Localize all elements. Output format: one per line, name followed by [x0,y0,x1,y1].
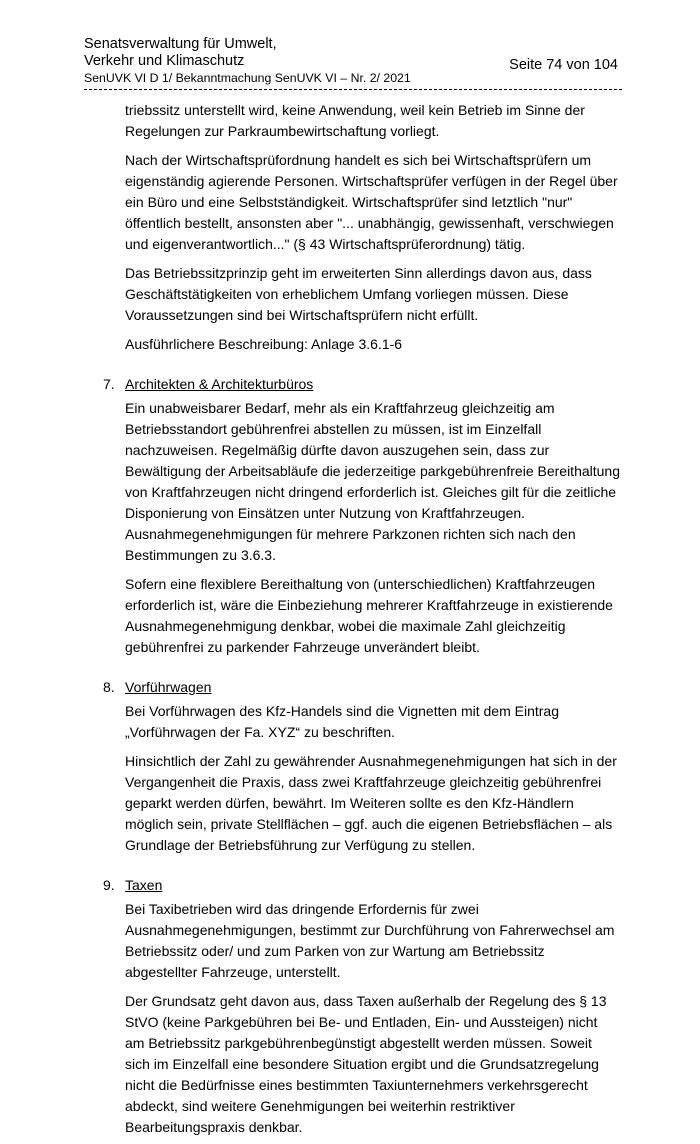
paragraph: Nach der Wirtschaftsprüfordnung handelt es sich bei Wirtschaftsprüfern um eigenständig agierende Personen. Wirtschaftsprüfer verfügen in der Regel über ein Büro und eine Selbstständigkeit. Wirtschaftsprüfer sind letztlich "nur" öffentlich bestellt, ansonsten aber "... unabhängig, gewissenhaft, verschwiegen und eigenverantwortlich..." (§ 43 Wirtschaftsprüferordnung) tätig. [125,152,618,252]
section-demo-cars [103,677,620,856]
section-title: Taxen [125,877,163,893]
header-divider [84,89,622,90]
section-heading [103,677,620,698]
page-number: Seite 74 von 104 [509,57,618,73]
reference-line: SenUVK VI D 1/ Bekanntmachung SenUVK VI – Nr. 2/ 2021 [84,71,411,85]
paragraph: Sofern eine flexiblere Bereithaltung von (unterschiedlichen) Kraftfahrzeugen erforderlich ist, wäre die Einbeziehung mehrerer Kraftfahrzeuge in existierende Ausnahmegenehmigung denkbar, wobei die maximale Zahl gleichzeitig gebührenfrei zu parkender Fahrzeuge unverändert bleibt. [125,576,613,655]
paragraph: Ausführlichere Beschreibung: Anlage 3.6.1-6 [125,336,403,352]
section-heading [103,374,620,395]
section-taxis [103,875,620,1138]
page-header [84,36,622,88]
org-line-1: Senatsverwaltung für Umwelt, [84,36,277,52]
section-number: 8. [103,679,115,695]
document-body [103,100,620,1144]
org-line-2: Verkehr und Klimaschutz [84,53,245,69]
paragraph: Das Betriebssitzprinzip geht im erweiterten Sinn allerdings davon aus, dass Geschäftstätigkeiten von erheblichem Umfang vorliegen müssen. Diese Voraussetzungen sind bei Wirtschaftsprüfern nicht erfüllt. [125,265,592,323]
paragraph: Hinsichtlich der Zahl zu gewährender Ausnahmegenehmigungen hat sich in der Vergangenheit die Praxis, dass zwei Kraftfahrzeuge gleichzeitig gebührenfrei geparkt werden dürfen, bewährt. Im Weiteren sollte es den Kfz-Händlern möglich sein, private Stellflächen – ggf. auch die eigenen Betriebsflächen – als Grundlage der Betriebsführung zur Verfügung zu stellen. [125,753,617,853]
section-heading [103,875,620,896]
paragraph: triebssitz unterstellt wird, keine Anwendung, weil kein Betrieb im Sinne der Regelungen zur Parkraumbewirtschaftung vorliegt. [125,102,585,139]
section-number: 9. [103,877,115,893]
paragraph: Bei Vorführwagen des Kfz-Handels sind die Vignetten mit dem Eintrag „Vorführwagen der Fa. XYZ“ zu beschriften. [125,703,559,740]
section-number: 7. [103,376,115,392]
section-architects [103,374,620,658]
paragraph: Der Grundsatz geht davon aus, dass Taxen außerhalb der Regelung des § 13 StVO (keine Parkgebühren bei Be- und Entladen, Ein- und Aussteigen) nicht am Betriebssitz parkgebührenbegünstigt abgestellt werden müssen. Soweit sich im Einzelfall eine besondere Situation ergibt und die Grundsatzregelung nicht die Bedürfnisse eines bestimmten Taxiunternehmers verkehrsgerecht abdeckt, sind weitere Genehmigungen bei weiterhin restriktiver Bearbeitungspraxis denkbar. [125,993,607,1135]
paragraph: Bei Taxibetrieben wird das dringende Erfordernis für zwei Ausnahmegenehmigungen, bestimmt zur Durchführung von Fahrerwechsel am Betriebssitz oder/ und zum Parken von zur Wartung am Betriebssitz abgestellter Fahrzeuge, unterstellt. [125,901,615,980]
section-title: Architekten & Architekturbüros [125,376,314,392]
paragraph: Ein unabweisbarer Bedarf, mehr als ein Kraftfahrzeug gleichzeitig am Betriebsstandort gebührenfrei abstellen zu müssen, ist im Einzelfall nachzuweisen. Regelmäßig dürfte davon auszugehen sein, dass zur Bewältigung der Arbeitsabläufe die jederzeitige parkgebührenfreie Bereithaltung von Kraftfahrzeugen nicht dringend erforderlich ist. Gleiches gilt für die zeitliche Disponierung von Einsätzen unter Nutzung von Kraftfahrzeugen. Ausnahmegenehmigungen für mehrere Parkzonen richten sich nach den Bestimmungen zu 3.6.3. [125,400,620,563]
section-title: Vorführwagen [125,679,212,695]
